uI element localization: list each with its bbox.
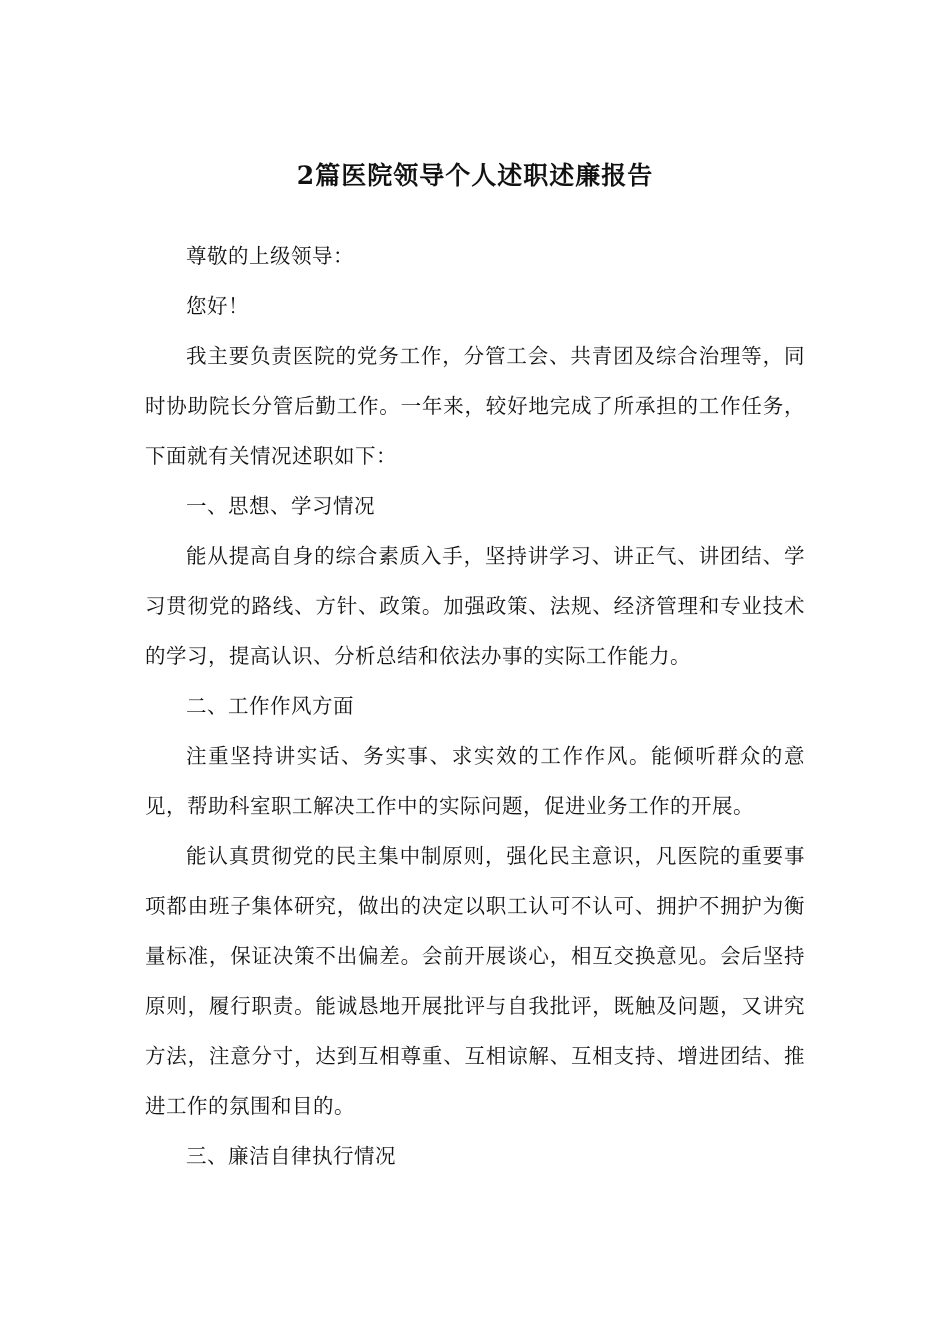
section-heading-3: 三、廉洁自律执行情况 bbox=[186, 1144, 396, 1168]
section-heading-1: 一、思想、学习情况 bbox=[186, 494, 375, 518]
document-title: 2篇医院领导个人述职述廉报告 bbox=[296, 161, 654, 190]
section-1-paragraph: 能从提高自身的综合素质入手，坚持讲学习、讲正气、讲团结、学习贯彻党的路线、方针、政策。加强政策、法规、经济管理和专业技术的学习，提高认识、分析总结和依法办事的实际工作能力。 bbox=[145, 544, 805, 668]
section-2-paragraph-2: 能认真贯彻党的民主集中制原则，强化民主意识，凡医院的重要事项都由班子集体研究，做出的决定以职工认可不认可、拥护不拥护为衡量标准，保证决策不出偏差。会前开展谈心，相互交换意见。会后坚持原则，履行职责。能诚恳地开展批评与自我批评，既触及问题，又讲究方法，注意分寸，达到互相尊重、互相谅解、互相支持、增进团结、推进工作的氛围和目的。 bbox=[145, 844, 805, 1118]
greeting: 您好！ bbox=[186, 294, 249, 318]
document-body bbox=[145, 231, 805, 1181]
section-heading-2: 二、工作作风方面 bbox=[186, 694, 354, 718]
intro-paragraph: 我主要负责医院的党务工作，分管工会、共青团及综合治理等，同时协助院长分管后勤工作。一年来，较好地完成了所承担的工作任务，下面就有关情况述职如下： bbox=[145, 344, 805, 468]
salutation: 尊敬的上级领导： bbox=[186, 244, 354, 268]
section-2-paragraph-1: 注重坚持讲实话、务实事、求实效的工作作风。能倾听群众的意见，帮助科室职工解决工作中的实际问题，促进业务工作的开展。 bbox=[145, 744, 805, 818]
